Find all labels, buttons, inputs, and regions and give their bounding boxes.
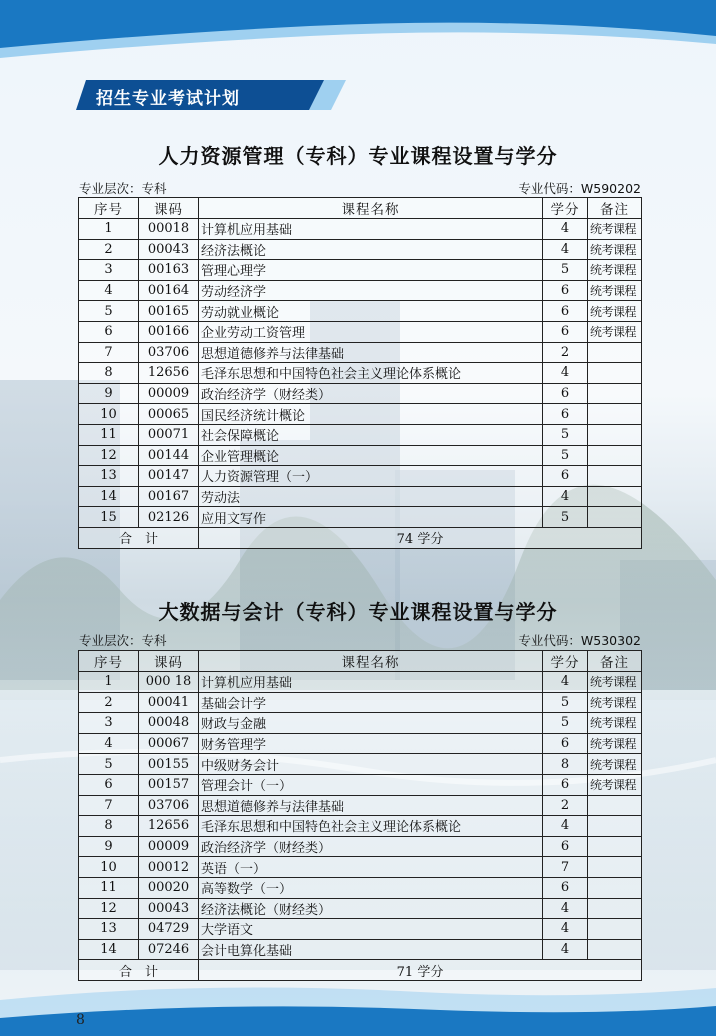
row-remark	[588, 383, 642, 404]
course-table-hr	[78, 197, 642, 549]
row-remark: 统考课程	[588, 321, 642, 342]
table-row	[79, 898, 642, 919]
row-course-name: 应用文写作	[199, 507, 543, 528]
row-no: 14	[79, 939, 139, 960]
row-course-name: 劳动经济学	[199, 280, 543, 301]
row-credit: 6	[543, 733, 588, 754]
table-row	[79, 486, 642, 507]
row-course-name: 社会保障概论	[199, 424, 543, 445]
table-row	[79, 795, 642, 816]
row-credit: 5	[543, 424, 588, 445]
table-row	[79, 816, 642, 837]
row-credit: 4	[543, 219, 588, 240]
row-course-name: 英语（一）	[199, 857, 543, 878]
table-header-row	[79, 198, 642, 219]
row-no: 12	[79, 898, 139, 919]
row-course-code: 00043	[139, 898, 199, 919]
row-course-code: 00163	[139, 260, 199, 281]
row-course-name: 国民经济统计概论	[199, 404, 543, 425]
table-row	[79, 301, 642, 322]
row-no: 4	[79, 733, 139, 754]
row-credit: 6	[543, 466, 588, 487]
row-remark	[588, 466, 642, 487]
row-remark	[588, 877, 642, 898]
total-value: 74 学分	[199, 527, 642, 548]
row-credit: 6	[543, 280, 588, 301]
table-row	[79, 466, 642, 487]
row-remark	[588, 898, 642, 919]
section-meta-bd	[79, 631, 641, 647]
row-no: 5	[79, 754, 139, 775]
row-remark	[588, 445, 642, 466]
row-remark: 统考课程	[588, 754, 642, 775]
row-credit: 6	[543, 836, 588, 857]
table-row	[79, 939, 642, 960]
row-credit: 2	[543, 342, 588, 363]
row-course-name: 经济法概论（财经类）	[199, 898, 543, 919]
row-no: 9	[79, 836, 139, 857]
row-credit: 2	[543, 795, 588, 816]
row-remark: 统考课程	[588, 713, 642, 734]
row-course-code: 00155	[139, 754, 199, 775]
row-course-name: 计算机应用基础	[199, 219, 543, 240]
row-no: 8	[79, 816, 139, 837]
section-meta-hr	[79, 179, 641, 195]
row-credit: 8	[543, 754, 588, 775]
table-row	[79, 363, 642, 384]
row-credit: 4	[543, 816, 588, 837]
row-no: 6	[79, 774, 139, 795]
row-remark	[588, 939, 642, 960]
major-code: 专业代码：W530302	[518, 633, 641, 648]
row-credit: 6	[543, 301, 588, 322]
table-row	[79, 445, 642, 466]
col-header-remark: 备注	[588, 198, 642, 219]
row-no: 14	[79, 486, 139, 507]
row-no: 7	[79, 342, 139, 363]
col-header-credit: 学分	[543, 198, 588, 219]
row-credit: 4	[543, 919, 588, 940]
total-label: 合 计	[79, 960, 199, 981]
row-course-name: 经济法概论	[199, 239, 543, 260]
row-credit: 5	[543, 713, 588, 734]
row-course-code: 03706	[139, 795, 199, 816]
row-remark	[588, 816, 642, 837]
row-no: 15	[79, 507, 139, 528]
table-row	[79, 219, 642, 240]
section-title-bd: 大数据与会计（专科）专业课程设置与学分	[158, 600, 558, 624]
table-row	[79, 919, 642, 940]
table-row	[79, 836, 642, 857]
table-row	[79, 260, 642, 281]
row-course-code: 00012	[139, 857, 199, 878]
row-credit: 6	[543, 383, 588, 404]
row-remark	[588, 507, 642, 528]
row-course-code: 00048	[139, 713, 199, 734]
row-remark: 统考课程	[588, 774, 642, 795]
major-code: 专业代码：W590202	[518, 181, 641, 196]
row-no: 1	[79, 219, 139, 240]
col-header-credit: 学分	[543, 651, 588, 672]
row-course-code: 12656	[139, 363, 199, 384]
section-title-hr: 人力资源管理（专科）专业课程设置与学分	[158, 144, 558, 168]
header-tag-label: 招生专业考试计划	[96, 89, 240, 109]
row-course-code: 00157	[139, 774, 199, 795]
row-remark	[588, 857, 642, 878]
row-course-code: 00009	[139, 836, 199, 857]
row-course-code: 00020	[139, 877, 199, 898]
row-remark: 统考课程	[588, 692, 642, 713]
table-row	[79, 280, 642, 301]
row-no: 6	[79, 321, 139, 342]
row-no: 13	[79, 466, 139, 487]
row-no: 2	[79, 692, 139, 713]
row-no: 13	[79, 919, 139, 940]
row-course-name: 思想道德修养与法律基础	[199, 795, 543, 816]
row-course-code: 00067	[139, 733, 199, 754]
row-credit: 4	[543, 672, 588, 693]
total-value: 71 学分	[199, 960, 642, 981]
table-row	[79, 342, 642, 363]
row-no: 8	[79, 363, 139, 384]
row-remark	[588, 342, 642, 363]
row-course-code: 00018	[139, 219, 199, 240]
course-table-bd	[78, 650, 642, 981]
row-course-name: 企业劳动工资管理	[199, 321, 543, 342]
row-remark	[588, 363, 642, 384]
row-course-code: 00144	[139, 445, 199, 466]
row-no: 4	[79, 280, 139, 301]
row-credit: 4	[543, 363, 588, 384]
row-course-name: 政治经济学（财经类）	[199, 836, 543, 857]
total-label: 合 计	[79, 527, 199, 548]
row-no: 3	[79, 260, 139, 281]
col-header-code: 课码	[139, 651, 199, 672]
row-course-name: 会计电算化基础	[199, 939, 543, 960]
row-no: 10	[79, 857, 139, 878]
row-no: 3	[79, 713, 139, 734]
row-remark: 统考课程	[588, 301, 642, 322]
major-level: 专业层次：专科	[79, 633, 167, 648]
row-credit: 6	[543, 404, 588, 425]
row-remark: 统考课程	[588, 672, 642, 693]
table-row	[79, 424, 642, 445]
table-row	[79, 754, 642, 775]
row-course-code: 00009	[139, 383, 199, 404]
row-credit: 4	[543, 486, 588, 507]
row-no: 11	[79, 877, 139, 898]
row-credit: 4	[543, 239, 588, 260]
row-no: 12	[79, 445, 139, 466]
row-course-name: 计算机应用基础	[199, 672, 543, 693]
row-remark: 统考课程	[588, 260, 642, 281]
col-header-remark: 备注	[588, 651, 642, 672]
row-remark: 统考课程	[588, 219, 642, 240]
row-remark	[588, 836, 642, 857]
row-course-code: 00043	[139, 239, 199, 260]
row-course-code: 00167	[139, 486, 199, 507]
col-header-code: 课码	[139, 198, 199, 219]
row-no: 9	[79, 383, 139, 404]
row-course-name: 劳动法	[199, 486, 543, 507]
row-remark: 统考课程	[588, 239, 642, 260]
row-course-code: 00041	[139, 692, 199, 713]
table-row	[79, 733, 642, 754]
row-course-name: 毛泽东思想和中国特色社会主义理论体系概论	[199, 816, 543, 837]
row-no: 5	[79, 301, 139, 322]
row-course-name: 财政与金融	[199, 713, 543, 734]
row-no: 7	[79, 795, 139, 816]
row-course-name: 毛泽东思想和中国特色社会主义理论体系概论	[199, 363, 543, 384]
row-remark	[588, 919, 642, 940]
row-credit: 6	[543, 877, 588, 898]
row-course-name: 财务管理学	[199, 733, 543, 754]
row-no: 1	[79, 672, 139, 693]
row-credit: 5	[543, 507, 588, 528]
table-row	[79, 857, 642, 878]
row-course-code: 12656	[139, 816, 199, 837]
row-no: 11	[79, 424, 139, 445]
row-credit: 6	[543, 774, 588, 795]
row-no: 2	[79, 239, 139, 260]
row-course-name: 大学语文	[199, 919, 543, 940]
row-course-name: 中级财务会计	[199, 754, 543, 775]
row-credit: 4	[543, 939, 588, 960]
row-course-code: 000 18	[139, 672, 199, 693]
row-course-code: 00065	[139, 404, 199, 425]
row-course-code: 03706	[139, 342, 199, 363]
row-credit: 6	[543, 321, 588, 342]
row-no: 10	[79, 404, 139, 425]
table-row	[79, 877, 642, 898]
row-credit: 5	[543, 692, 588, 713]
table-row	[79, 404, 642, 425]
row-course-name: 管理会计（一）	[199, 774, 543, 795]
row-course-name: 人力资源管理（一）	[199, 466, 543, 487]
row-course-name: 管理心理学	[199, 260, 543, 281]
row-course-code: 07246	[139, 939, 199, 960]
row-remark: 统考课程	[588, 733, 642, 754]
row-course-code: 02126	[139, 507, 199, 528]
table-row	[79, 321, 642, 342]
table-row	[79, 774, 642, 795]
row-course-name: 劳动就业概论	[199, 301, 543, 322]
table-header-row	[79, 651, 642, 672]
table-row	[79, 507, 642, 528]
row-remark	[588, 424, 642, 445]
row-course-code: 00071	[139, 424, 199, 445]
col-header-name: 课程名称	[199, 651, 543, 672]
row-credit: 5	[543, 445, 588, 466]
table-row	[79, 672, 642, 693]
row-course-name: 思想道德修养与法律基础	[199, 342, 543, 363]
row-course-name: 企业管理概论	[199, 445, 543, 466]
row-credit: 4	[543, 898, 588, 919]
col-header-no: 序号	[79, 198, 139, 219]
row-credit: 5	[543, 260, 588, 281]
row-course-code: 00164	[139, 280, 199, 301]
total-row	[79, 960, 642, 981]
row-course-name: 基础会计学	[199, 692, 543, 713]
row-remark	[588, 404, 642, 425]
table-row	[79, 692, 642, 713]
table-row	[79, 383, 642, 404]
row-remark	[588, 486, 642, 507]
row-course-code: 04729	[139, 919, 199, 940]
row-course-code: 00147	[139, 466, 199, 487]
col-header-no: 序号	[79, 651, 139, 672]
table-row	[79, 239, 642, 260]
row-course-code: 00165	[139, 301, 199, 322]
col-header-name: 课程名称	[199, 198, 543, 219]
row-credit: 7	[543, 857, 588, 878]
row-course-code: 00166	[139, 321, 199, 342]
row-course-name: 政治经济学（财经类）	[199, 383, 543, 404]
row-remark: 统考课程	[588, 280, 642, 301]
total-row	[79, 527, 642, 548]
table-row	[79, 713, 642, 734]
row-remark	[588, 795, 642, 816]
major-level: 专业层次：专科	[79, 181, 167, 196]
page-number: 8	[76, 1012, 85, 1028]
row-course-name: 高等数学（一）	[199, 877, 543, 898]
